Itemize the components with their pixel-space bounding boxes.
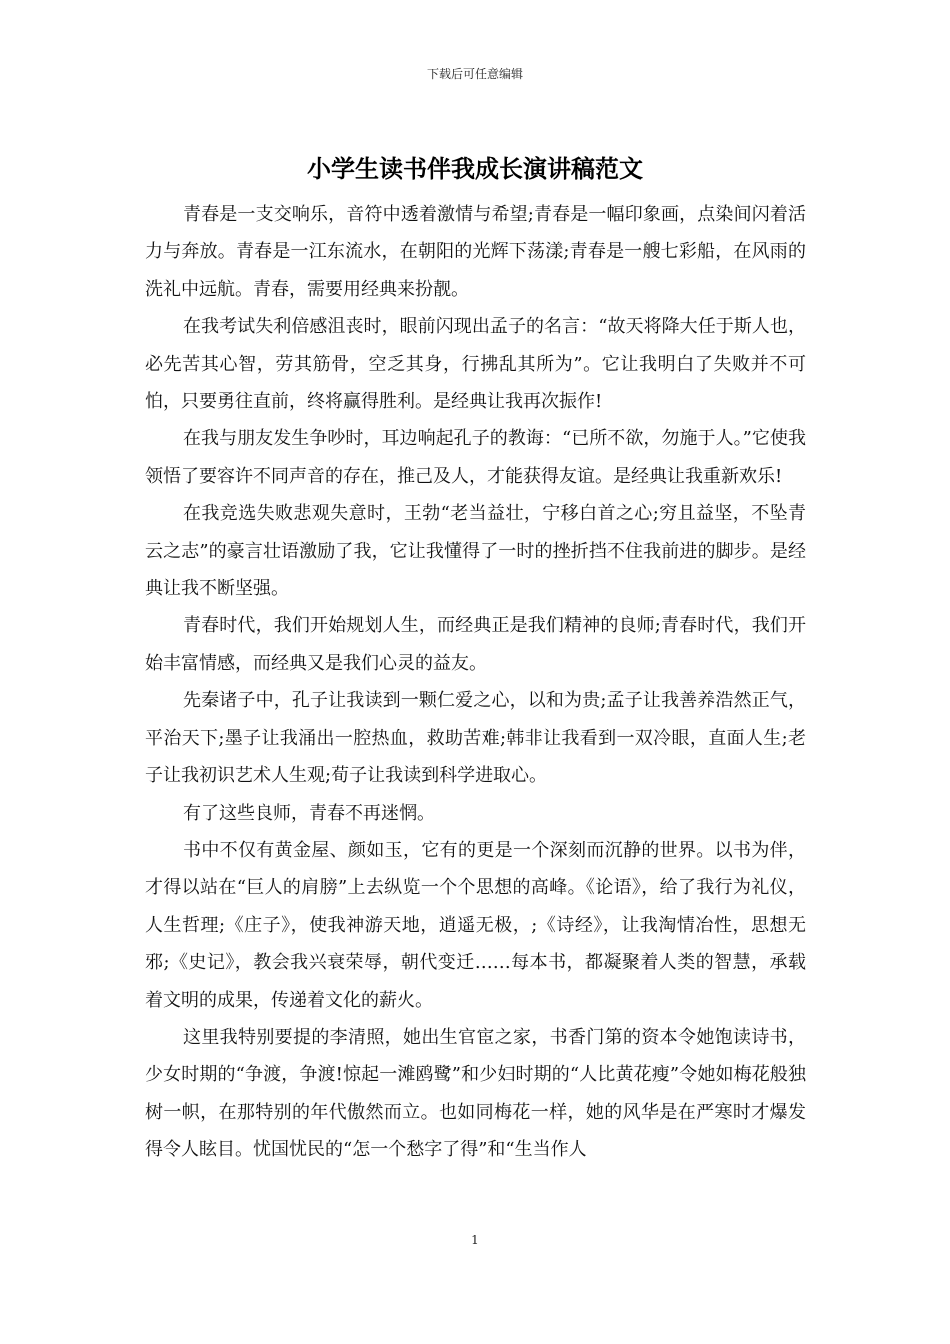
paragraph: 青春时代，我们开始规划人生，而经典正是我们精神的良师;青春时代，我们开始丰富情感，而经典又是我们心灵的益友。	[145, 615, 806, 674]
page-header: 下载后可任意编辑	[426, 67, 523, 81]
paragraph: 青春是一支交响乐，音符中透着激情与希望;青春是一幅印象画，点染间闪着活力与奔放。青春是一江东流水，在朝阳的光辉下荡漾;青春是一艘七彩船，在风雨的洗礼中远航。青春，需要用经典来扮靓。	[145, 204, 806, 300]
paragraph: 在我考试失利倍感沮丧时，眼前闪现出孟子的名言：“故天将降大任于斯人也，必先苦其心智，劳其筋骨，空乏其身，行拂乱其所为”。它让我明白了失败并不可怕，只要勇往直前，终将赢得胜利。是经典让我再次振作!	[145, 316, 806, 413]
paragraph: 在我竞选失败悲观失意时，王勃“老当益壮，宁移白首之心;穷且益坚，不坠青云之志”的豪言壮语激励了我，它让我懂得了一时的挫折挡不住我前进的脚步。是经典让我不断坚强。	[145, 503, 806, 600]
paragraph: 有了这些良师，青春不再迷惘。	[183, 802, 435, 824]
paragraph: 先秦诸子中，孔子让我读到一颗仁爱之心，以和为贵;孟子让我善养浩然正气，平治天下;墨子让我涌出一腔热血，救助苦难;韩非让我看到一双冷眼，直面人生;老子让我初识艺术人生观;荀子让我读到科学进取心。	[145, 690, 806, 787]
paragraph: 书中不仅有黄金屋、颜如玉，它有的更是一个深刻而沉静的世界。以书为伴，才得以站在“巨人的肩膀”上去纵览一个个思想的高峰。《论语》，给了我行为礼仪，人生哲理;《庄子》，使我神游天地，逍遥无极，;《诗经》，让我淘情冶性，思想无邪;《史记》，教会我兴衰荣辱，朝代变迁……每本书，都凝聚着人类的智慧，承载着文明的成果，传递着文化的薪火。	[145, 839, 806, 1011]
document-body	[145, 196, 806, 1169]
paragraph: 这里我特别要提的李清照，她出生官宦之家，书香门第的资本令她饱读诗书，少女时期的“争渡，争渡!惊起一滩鸥鹭”和少妇时期的“人比黄花瘦”令她如梅花般独树一帜，在那特别的年代傲然而立。也如同梅花一样，她的风华是在严寒时才爆发得令人眩目。忧国忧民的“怎一个愁字了得”和“生当作人	[145, 1026, 806, 1161]
document-title: 小学生读书伴我成长演讲稿范文	[307, 154, 643, 183]
page-number: 1	[471, 1233, 479, 1247]
paragraph: 在我与朋友发生争吵时，耳边响起孔子的教诲：“已所不欲，勿施于人。”它使我领悟了要容许不同声音的存在，推己及人，才能获得友谊。是经典让我重新欢乐!	[145, 428, 806, 487]
